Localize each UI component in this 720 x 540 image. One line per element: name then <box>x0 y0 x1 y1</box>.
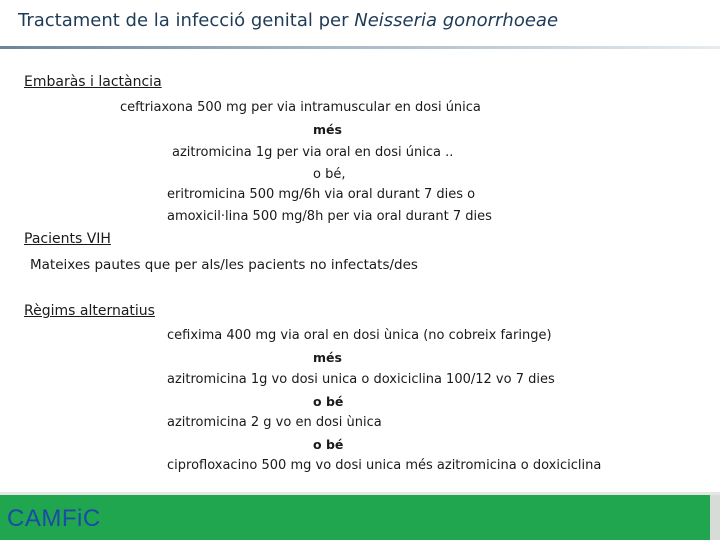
alt-line-5: azitromicina 2 g vo en dosi ùnica <box>167 415 382 430</box>
alt-conj-obe-1: o bé <box>313 394 344 409</box>
camfic-logo: CAMFiC <box>7 505 101 532</box>
pregnancy-line-6: amoxicil·lina 500 mg/8h per via oral durant 7 dies <box>167 209 492 224</box>
pregnancy-conj-obe: o bé, <box>313 167 346 182</box>
title-species: Neisseria gonorrhoeae <box>354 10 559 31</box>
heading-alternatives: Règims alternatius <box>24 303 155 319</box>
pregnancy-line-3: azitromicina 1g per via oral en dosi única .. <box>172 145 454 160</box>
slide-title <box>18 10 558 31</box>
title-divider <box>0 46 720 49</box>
alt-conj-obe-2: o bé <box>313 437 344 452</box>
pregnancy-line-5: eritromicina 500 mg/6h via oral durant 7 dies o <box>167 187 476 202</box>
alt-line-3: azitromicina 1g vo dosi unica o doxiciclina 100/12 vo 7 dies <box>167 372 555 387</box>
title-text: Tractament de la infecció genital per <box>18 10 355 31</box>
alt-line-7: ciprofloxacino 500 mg vo dosi unica més azitromicina o doxiciclina <box>167 458 602 473</box>
alt-line-1: cefixima 400 mg via oral en dosi ùnica (no cobreix faringe) <box>167 328 552 343</box>
heading-pregnancy: Embaràs i lactància <box>24 74 162 90</box>
pregnancy-conj-mes: més <box>313 122 342 137</box>
hiv-text: Mateixes pautes que per als/les pacients no infectats/des <box>30 257 418 273</box>
pregnancy-line-1: ceftriaxona 500 mg per via intramuscular en dosi única <box>120 100 481 115</box>
alt-conj-mes: més <box>313 350 342 365</box>
footer-bar <box>0 495 710 540</box>
footer-edge <box>710 495 720 540</box>
heading-hiv: Pacients VIH <box>24 231 111 247</box>
